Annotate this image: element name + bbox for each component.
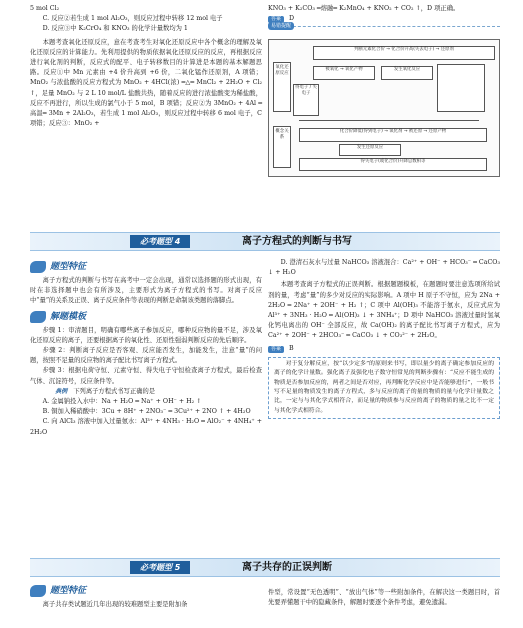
step-2: 步骤 2：判断离子反应是否客观、反应能否发生，加能发生，注意“量”的问题，按照不足量的反应物的离子配比书写离子方程式。 [30,347,262,365]
diagram-bottom-box: 化合价降低(得到电子) → 氧化剂 → 被还原 → 还原产物 [299,128,487,142]
right-column-section4 [268,258,500,419]
option-a: A. 金属钠投入水中：Na + H₂O ═ Na⁺ + OH⁻ + H₂ ↑ [42,398,202,406]
diagram-left-box: 氧化还原反应 [273,62,291,112]
section-banner-5 [30,558,500,577]
answer-line [268,14,500,24]
conclusion-text: 对于复分解反应，按“以少定多”的原则来书写，即以量少的离子确定参加反应的离子的化学计量数。强化离子及强化电子数守恒常见的判断步骤有：“反应不能生成的物质是否参加反应的，两者之间是否对应，再判断化学反应中是否能够进行”，一般书写不足量的物质发生的离子方程式，多与反应的离子的量的物质的量与化学计量数之比，一定与与其化学式相符合，而足量的物质参与反应的离子的物质的量之比不一定与其化学式相符合。 [274,360,494,414]
diagram-footer-box: 得失电子(或化合价)升降总数相等 [299,158,487,171]
answer-line [268,344,500,354]
diagram-rightA-box: 得电子 / 失电子 [293,84,319,116]
answer-badge: 答案 [268,346,284,353]
diagram-circle-box [437,64,485,112]
text-line: 5 mol Cl₂ [30,5,60,12]
step-3: 步骤 3：根据电荷守恒、元素守恒、得失电子守恒检查离子方程式，最后检查气体、沉淀符号，反应条件等。 [30,367,262,385]
diagram-bottom2-box: 发生还原反应 [339,144,401,156]
option-d: D. 澄清石灰水与过量 NaHCO₃ 溶液混合：Ca²⁺ + OH⁻ + HCO₃⁻ ═ CaCO₃ ↓ + H₂O [268,259,500,277]
option-d: D. 反应③中 K₂CrO₄ 和 KNO₃ 的化学计量数均为 1 [42,25,188,33]
option-c: C. 反应②若生成 1 mol Al₂O₃，则反应过程中转移 12 mol 电子 [42,15,223,23]
feature-heading: 题型特征 [30,584,262,598]
feature-paragraph-continued: 件型，常设置“无色透明”、“放出气体”等一些附加条件，在解决这一类题目时，首先要弄懂题干中的隐藏条件，解题时要逐个条件考虑，避免遗漏。 [268,589,500,607]
option-b: B. 铜加入稀硝酸中：3Cu + 8H⁺ + 2NO₃⁻ ═ 3Cu²⁺ + 2NO ↑ + 4H₂O [42,408,251,416]
template-heading: 解题模板 [30,310,262,324]
equation-line: KNO₃ + K₂CO₃ ═熔融═ K₂MnO₄ + KNO₂ + CO₂ ↑，D 项正确。 [268,5,460,12]
feature-paragraph: 离子方程式的判断与书写在高考中一定会出现，通常以选择题的形式出现，有时在非选择题中也会有所涉及，主要形式为离子方程式的书写。对离子反应中“量”的关系及正误、离子反应条件等表现的判断是命制该类题的落脚点。 [30,277,262,305]
diagram-top-box: 判断元素化合价 → 化合价升高(失去电子) → 还原剂 [313,46,495,60]
section-title: 离子共存的正误判断 [242,562,332,573]
feature-heading: 题型特征 [30,260,262,274]
section-banner-4 [30,232,500,251]
diagram-divider [299,120,479,121]
conclusion-box [268,357,500,419]
option-c: C. 向 AlCl₃ 溶液中加入过量氨水：Al³⁺ + 4NH₃ · H₂O ═ AlO₂⁻ + 4NH₄⁺ + 2H₂O [30,418,262,436]
concept-diagram [268,39,500,177]
heading-icon [30,585,46,597]
answer-value: D [289,15,295,23]
heading-icon [30,261,46,273]
section-tag: 必考题型 5 [130,561,190,574]
section-tag: 必考题型 4 [130,235,190,248]
diagram-mid2-box: 发生氧化反应 [381,66,433,80]
feature-paragraph: 离子共存类试题近几年出现的较难题型主要是附加条 [42,601,188,608]
left-column-top [30,4,262,129]
step-1: 步骤 1：审清题目，明确有哪些离子参加反应，哪种反应物的量不足，涉及氧化还原反应的离子，还要根据离子的氧化性、还原性强弱判断反应的先后顺序。 [30,326,262,344]
section-title: 离子方程式的判断与书写 [242,236,352,247]
left-column-section5 [30,582,262,610]
diagram-left2-box: 概念关系 [273,126,291,168]
heading-icon [30,311,46,323]
answer-value: B [289,344,294,352]
analysis-paragraph: 本题考查氧化还原反应，意在考查考生对氧化还原反应中各个概念的理解及氧化还原反应的计算能力。先利用提供的物质依据氧化还原反应的反应，再根据反应进行氧化剂的判断，反应式的配平、电子转移数目的计算进是本题的基本解题思路。反应①中 Mn 元素由 +4 价升高到 +6 价，二氧化锰作还原剂，A 项错；MnO₂ 与浓盐酸的反应方程式为 MnO₂ + 4HCl(浓) ═△═ MnCl₂ + 2H₂O + Cl₂ ↑，足量 MnO₂ 与 2 L 10 mol/L 盐酸共热，随着反应的进行浓盐酸变为稀盐酸，反应不再进行，所以生成的氯气小于 5 mol，B 项错；反应②为 3MnO₂ + 4Al ═高温═ 3Mn + 2Al₂O₃，若生成 1 mol Al₂O₃，则反应过程中转移 6 mol 电子，C 项错；反应③：MnO₂ + [30,38,262,128]
diagram-mid1-box: 被氧化 → 氧化产物 [313,66,375,80]
right-column-top [268,4,500,179]
analysis-paragraph: 本题考查离子方程式的正误判断。根据题题模板，在题题时要注意选项所给试剂的量，考虑“量”的多少对反应的实际影响。A 项中 H 原子不守恒，应为 2Na + 2H₂O ═ 2Na⁺ + 2OH⁻ + H₂ ↑；C 项中 Al(OH)₃ 不能溶于氨水，反应式应为 Al³⁺ + 3NH₃ · H₂O ═ Al(OH)₃ ↓ + 3NH₄⁺；D 项中 NaHCO₃ 溶液过量时氢氧化钙电离出的 OH⁻ 全部反应，故 Ca(OH)₂ 的离子配比书写离子方程式，应为 Ca²⁺ + 2OH⁻ + 2HCO₃⁻ ═ CaCO₃ ↓ + CO₃²⁻ + 2H₂O。 [268,281,500,340]
example-question: 典例 下列离子方程式书写正确的是 [30,387,262,397]
left-column-section4 [30,258,262,438]
right-column-section5 [268,588,500,608]
example-tag: 典例 [55,387,68,395]
tip-label: 易错提醒 [268,22,294,30]
tip-bar [268,23,500,35]
answer-badge: 答案 [268,16,284,23]
